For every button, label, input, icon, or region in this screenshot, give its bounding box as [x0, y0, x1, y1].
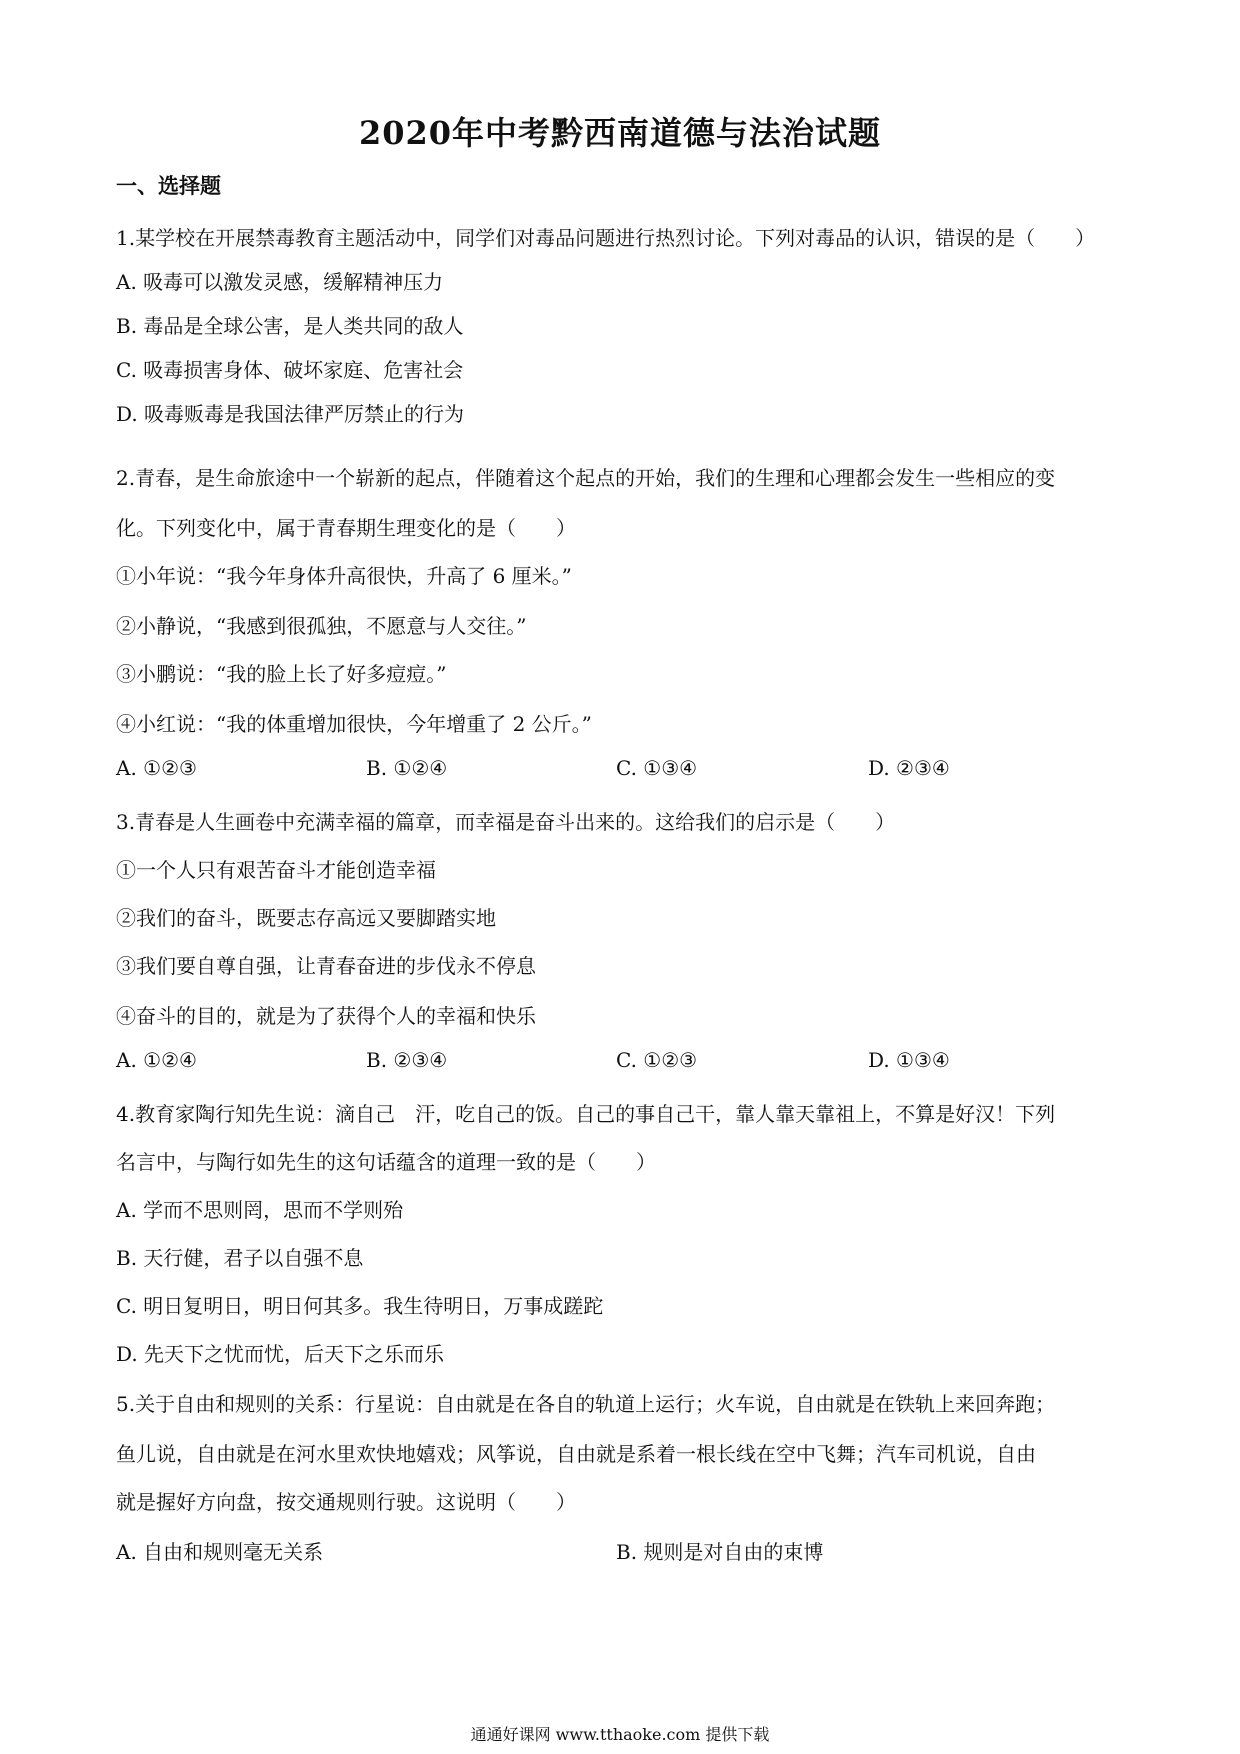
q2-options	[116, 756, 1124, 782]
q5-option-a: A. 自由和规则毫无关系	[116, 1540, 324, 1564]
q1-option-c: C. 吸毒损害身体、破坏家庭、危害社会	[116, 358, 464, 382]
q5-options	[116, 1536, 1124, 1562]
q3-stem: 3.青春是人生画卷中充满幸福的篇章，而幸福是奋斗出来的。这给我们的启示是（ ）	[116, 810, 896, 834]
q3-statement-3: ③我们要自尊自强，让青春奋进的步伐永不停息	[116, 954, 536, 978]
q4-option-b: B. 天行健，君子以自强不息	[116, 1246, 364, 1270]
page-title: 2020年中考黔西南道德与法治试题	[358, 114, 882, 152]
q3-option-d: D. ①③④	[868, 1048, 950, 1072]
q2-stem-line1: 2.青春，是生命旅途中一个崭新的起点，伴随着这个起点的开始，我们的生理和心理都会发生一些相应的变	[116, 466, 1056, 490]
q1-option-a: A. 吸毒可以激发灵感，缓解精神压力	[116, 270, 444, 294]
q1-option-d: D. 吸毒贩毒是我国法律严厉禁止的行为	[116, 402, 465, 426]
q4-stem-line2: 名言中，与陶行如先生的这句话蕴含的道理一致的是（ ）	[116, 1150, 656, 1174]
q3-statement-2: ②我们的奋斗，既要志存高远又要脚踏实地	[116, 906, 496, 930]
q5-stem-line1: 5.关于自由和规则的关系：行星说：自由就是在各自的轨道上运行；火车说，自由就是在铁轨上来回奔跑；	[116, 1392, 1056, 1416]
q3-options	[116, 1048, 1124, 1074]
q5-stem-line2: 鱼儿说，自由就是在河水里欢快地嬉戏；风筝说，自由就是系着一根长线在空中飞舞；汽车司机说，自由	[116, 1442, 1036, 1466]
q2-statement-2: ②小静说，“我感到很孤独，不愿意与人交往。”	[116, 614, 527, 638]
q5-stem-line3: 就是握好方向盘，按交通规则行驶。这说明（ ）	[116, 1490, 576, 1514]
q2-statement-4: ④小红说：“我的体重增加很快，今年增重了 2 公斤。”	[116, 712, 592, 736]
q5-option-b: B. 规则是对自由的束博	[616, 1540, 824, 1564]
q2-option-c: C. ①③④	[616, 756, 698, 780]
q3-statement-1: ①一个人只有艰苦奋斗才能创造幸福	[116, 858, 436, 882]
q2-option-d: D. ②③④	[868, 756, 950, 780]
q4-option-c: C. 明日复明日，明日何其多。我生待明日，万事成蹉跎	[116, 1294, 604, 1318]
q1-stem: 1.某学校在开展禁毒教育主题活动中，同学们对毒品问题进行热烈讨论。下列对毒品的认识，错误的是（ ）	[116, 226, 1096, 250]
q2-option-b: B. ①②④	[366, 756, 448, 780]
q1-option-b: B. 毒品是全球公害，是人类共同的敌人	[116, 314, 464, 338]
footer-source: 通通好课网 www.tthaoke.com 提供下载	[470, 1725, 770, 1744]
q4-option-a: A. 学而不思则罔，思而不学则殆	[116, 1198, 404, 1222]
q3-option-a: A. ①②④	[116, 1048, 197, 1072]
q2-statement-1: ①小年说：“我今年身体升高很快，升高了 6 厘米。”	[116, 564, 572, 588]
q2-statement-3: ③小鹏说：“我的脸上长了好多痘痘。”	[116, 662, 447, 686]
q3-statement-4: ④奋斗的目的，就是为了获得个人的幸福和快乐	[116, 1004, 536, 1028]
q2-option-a: A. ①②③	[116, 756, 197, 780]
q3-option-c: C. ①②③	[616, 1048, 698, 1072]
q2-stem-line2: 化。下列变化中，属于青春期生理变化的是（ ）	[116, 516, 576, 540]
section-heading: 一、选择题	[116, 173, 221, 198]
q4-option-d: D. 先天下之忧而忧，后天下之乐而乐	[116, 1342, 445, 1366]
q4-stem-line1: 4.教育家陶行知先生说：滴自己 汗，吃自己的饭。自己的事自己干，靠人靠天靠祖上，不算是好汉！下列	[116, 1102, 1056, 1126]
q3-option-b: B. ②③④	[366, 1048, 448, 1072]
